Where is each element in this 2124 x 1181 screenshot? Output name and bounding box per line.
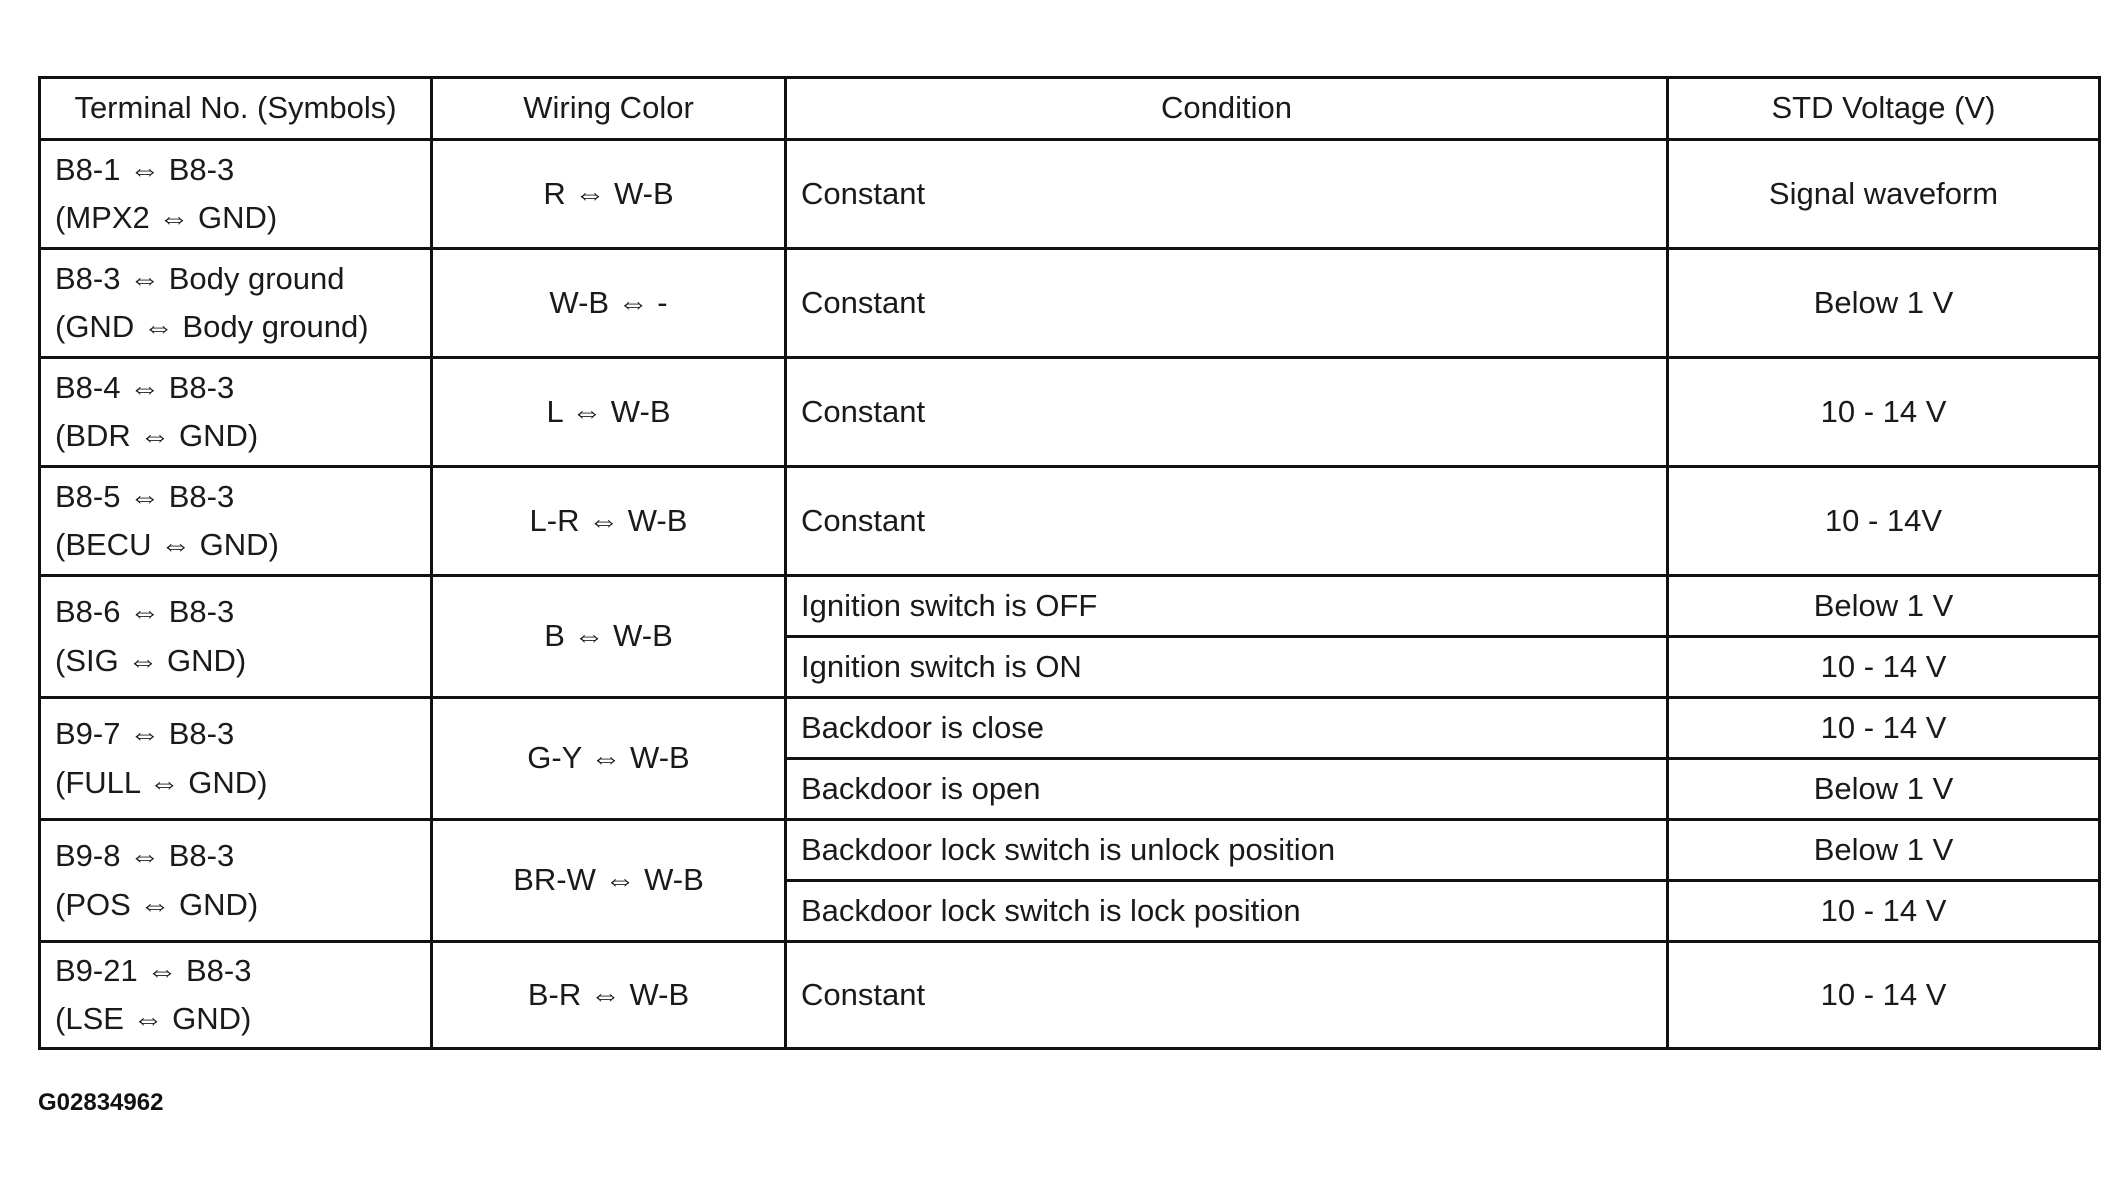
header-condition: Condition xyxy=(786,78,1668,140)
condition-cell: Constant xyxy=(786,140,1668,249)
voltage-cell: 10 - 14 V xyxy=(1668,942,2100,1049)
header-terminal: Terminal No. (Symbols) xyxy=(40,78,432,140)
table-header xyxy=(40,78,2100,140)
table-row xyxy=(40,576,2100,637)
condition-cell: Ignition switch is ON xyxy=(786,637,1668,698)
wiring-color-cell: B-R ⇔ W-B xyxy=(432,942,786,1049)
voltage-cell: Signal waveform xyxy=(1668,140,2100,249)
header-row xyxy=(40,78,2100,140)
terminal-number: B8-6 ⇔ B8-3 xyxy=(55,594,235,630)
terminal-symbols: (BECU ⇔ GND) xyxy=(55,527,279,562)
wiring-color-cell: R ⇔ W-B xyxy=(432,140,786,249)
terminal-cell xyxy=(40,249,432,358)
figure-id-label: G02834962 xyxy=(38,1089,164,1116)
terminal-symbols: (POS ⇔ GND) xyxy=(55,886,259,922)
voltage-cell: 10 - 14 V xyxy=(1668,358,2100,467)
terminal-symbols: (BDR ⇔ GND) xyxy=(55,418,259,453)
wiring-color-cell: W-B ⇔ - xyxy=(432,249,786,358)
table-row xyxy=(40,820,2100,881)
terminal-number: B8-5 ⇔ B8-3 xyxy=(55,478,235,514)
wiring-color-cell: BR-W ⇔ W-B xyxy=(432,820,786,942)
wiring-color-cell: B ⇔ W-B xyxy=(432,576,786,698)
table-body xyxy=(40,140,2100,1049)
condition-cell: Backdoor lock switch is unlock position xyxy=(786,820,1668,881)
voltage-cell: Below 1 V xyxy=(1668,759,2100,820)
voltage-cell: Below 1 V xyxy=(1668,820,2100,881)
terminal-symbols: (LSE ⇔ GND) xyxy=(55,1001,252,1036)
terminal-number: B8-1 ⇔ B8-3 xyxy=(55,151,235,187)
terminal-number: B9-7 ⇔ B8-3 xyxy=(55,716,235,752)
wiring-color-cell: L ⇔ W-B xyxy=(432,358,786,467)
terminal-symbols: (FULL ⇔ GND) xyxy=(55,764,268,800)
condition-cell: Backdoor is close xyxy=(786,698,1668,759)
table-row xyxy=(40,698,2100,759)
terminal-cell xyxy=(40,698,432,820)
header-std-voltage: STD Voltage (V) xyxy=(1668,78,2100,140)
terminal-voltage-table xyxy=(38,76,2101,1050)
voltage-cell: 10 - 14V xyxy=(1668,467,2100,576)
condition-cell: Constant xyxy=(786,467,1668,576)
table-row xyxy=(40,467,2100,576)
wiring-color-cell: G-Y ⇔ W-B xyxy=(432,698,786,820)
terminal-symbols: (GND ⇔ Body ground) xyxy=(55,309,369,344)
condition-cell: Constant xyxy=(786,249,1668,358)
terminal-cell xyxy=(40,358,432,467)
terminal-number: B9-8 ⇔ B8-3 xyxy=(55,838,235,874)
condition-cell: Backdoor lock switch is lock position xyxy=(786,881,1668,942)
voltage-cell: 10 - 14 V xyxy=(1668,698,2100,759)
terminal-symbols: (MPX2 ⇔ GND) xyxy=(55,200,278,235)
table-row xyxy=(40,358,2100,467)
terminal-cell xyxy=(40,942,432,1049)
condition-cell: Ignition switch is OFF xyxy=(786,576,1668,637)
table-row xyxy=(40,942,2100,1049)
terminal-cell xyxy=(40,820,432,942)
terminal-cell xyxy=(40,576,432,698)
terminal-symbols: (SIG ⇔ GND) xyxy=(55,642,247,678)
voltage-cell: Below 1 V xyxy=(1668,576,2100,637)
condition-cell: Constant xyxy=(786,358,1668,467)
voltage-cell: 10 - 14 V xyxy=(1668,881,2100,942)
terminal-number: B8-4 ⇔ B8-3 xyxy=(55,369,235,405)
table-row xyxy=(40,249,2100,358)
condition-cell: Backdoor is open xyxy=(786,759,1668,820)
condition-cell: Constant xyxy=(786,942,1668,1049)
voltage-cell: 10 - 14 V xyxy=(1668,637,2100,698)
table-row xyxy=(40,140,2100,249)
header-wiring-color: Wiring Color xyxy=(432,78,786,140)
terminal-number: B8-3 ⇔ Body ground xyxy=(55,260,345,296)
terminal-cell xyxy=(40,140,432,249)
terminal-cell xyxy=(40,467,432,576)
wiring-color-cell: L-R ⇔ W-B xyxy=(432,467,786,576)
terminal-number: B9-21 ⇔ B8-3 xyxy=(55,952,252,988)
voltage-cell: Below 1 V xyxy=(1668,249,2100,358)
